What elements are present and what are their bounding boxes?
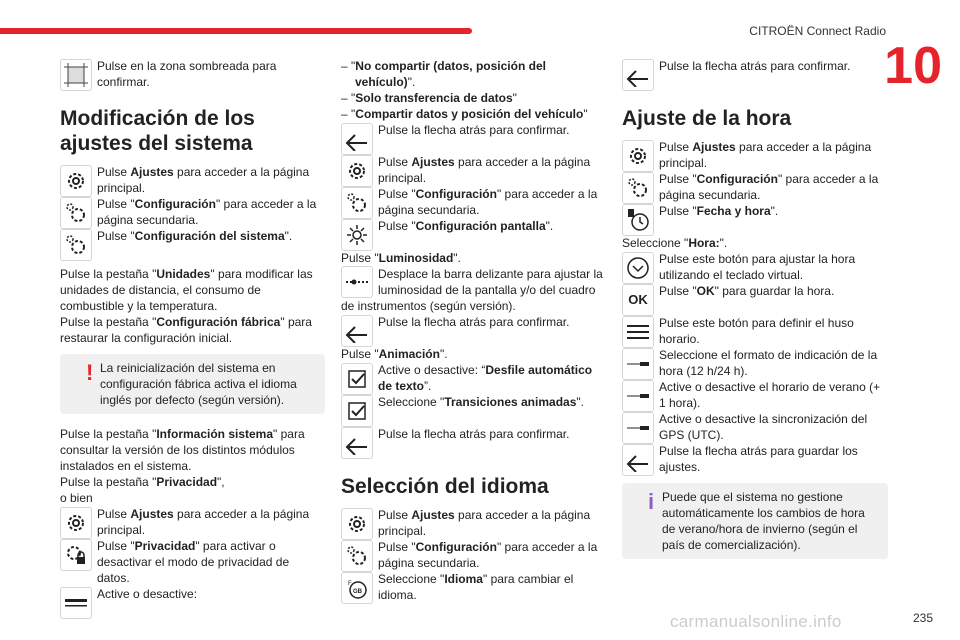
step-formato: Seleccione el formato de indicación de la hora (12 h/24 h).	[622, 347, 888, 379]
back-arrow-icon	[341, 427, 373, 459]
step-fecha-hora: Pulse "Fecha y hora".	[622, 203, 888, 235]
step-idioma: F GB Seleccione "Idioma" para cambiar el idioma.	[341, 571, 607, 603]
column-1	[60, 58, 325, 618]
paragraph-seleccione-hora: Seleccione "Hora:".	[622, 236, 728, 250]
column-2	[341, 58, 607, 603]
paragraph-info-sistema: Pulse la pestaña "Información sistema" para consultar la versión de los distintos módulos instalados en el sistema.	[60, 427, 305, 473]
info-note: i Puede que el sistema no gestione automáticamente los cambios de hora de verano/hora de invierno (según el país de comercialización).	[622, 483, 888, 559]
warning-exclamation-icon: !	[86, 360, 94, 385]
option-compartir: – "Compartir datos y posición del vehículo"	[341, 107, 588, 121]
clock-icon	[622, 204, 654, 236]
step-confirm-zone	[60, 58, 325, 90]
paragraph-o-bien: o bien	[60, 491, 93, 505]
step-verano: Active o desactive el horario de verano (+ 1 hora).	[622, 379, 888, 411]
step-transiciones: Seleccione "Transiciones animadas".	[341, 394, 607, 426]
step-back-4: Pulse la flecha atrás para confirmar.	[622, 58, 888, 90]
page-number: 235	[912, 611, 933, 625]
step-gps: Active o desactive la sincronización del GPS (UTC).	[622, 411, 888, 443]
ok-button-icon: OK	[622, 284, 654, 316]
dropdown-chevron-icon	[622, 252, 654, 284]
paragraph-config-fabrica: Pulse la pestaña "Configuración fábrica" para restaurar la configuración inicial.	[60, 315, 312, 345]
paragraph-privacidad: Pulse la pestaña "Privacidad",	[60, 475, 225, 489]
step-teclado: Pulse este botón para ajustar la hora utilizando el teclado virtual.	[622, 251, 888, 283]
privacy-lock-icon	[60, 539, 92, 571]
toggle-icon	[622, 380, 654, 412]
heading-system-settings: Modificación de los ajustes del sistema	[60, 107, 255, 155]
slider-icon	[341, 266, 373, 298]
step-ajustes: Pulse Ajustes para acceder a la página principal.	[60, 164, 325, 196]
step-config-pantalla: Pulse "Configuración pantalla".	[341, 218, 607, 250]
warning-note: ! La reinicialización del sistema en configuración fábrica activa el idioma inglés por defecto (según versión).	[60, 354, 325, 414]
step-privacidad: Pulse "Privacidad" para activar o desactivar el modo de privacidad de datos.	[60, 538, 325, 586]
gears-icon	[341, 187, 373, 219]
toggle-bar-icon	[60, 587, 92, 619]
heading-hora: Ajuste de la hora	[622, 107, 792, 130]
gears-icon	[622, 172, 654, 204]
page-header-title: CITROËN Connect Radio	[749, 24, 886, 38]
step-back-2: Pulse la flecha atrás para confirmar.	[341, 314, 607, 346]
step-ajustes-2: Pulse Ajustes para acceder a la página principal.	[60, 506, 325, 538]
svg-text:GB: GB	[353, 589, 362, 595]
gear-icon	[622, 140, 654, 172]
step-back-3: Pulse la flecha atrás para confirmar.	[341, 426, 607, 458]
back-arrow-icon	[622, 59, 654, 91]
chapter-number: 10	[884, 37, 942, 95]
gear-icon	[60, 507, 92, 539]
step-configuracion-3: Pulse "Configuración" para acceder a la página secundaria.	[341, 539, 607, 571]
toggle-icon	[622, 412, 654, 444]
step-ajustes-3: Pulse Ajustes para acceder a la página principal.	[341, 154, 607, 186]
header-accent-bar	[0, 28, 472, 34]
step-ajustes-4: Pulse Ajustes para acceder a la página principal.	[341, 507, 607, 539]
checkbox-icon	[341, 363, 373, 395]
menu-list-icon	[622, 316, 654, 348]
step-active-desactive: Active o desactive:	[60, 586, 325, 618]
option-solo-transferencia: – "Solo transferencia de datos"	[341, 91, 517, 105]
gear-icon	[60, 165, 92, 197]
language-icon	[341, 572, 373, 604]
heading-idioma: Selección del idioma	[341, 475, 549, 498]
step-slider: Desplace la barra delizante para ajustar la luminosidad de la pantalla y/o del cuadro de instrumentos (según versión).	[341, 267, 603, 313]
gears-icon	[341, 540, 373, 572]
step-ajustes-5: Pulse Ajustes para acceder a la página principal.	[622, 139, 888, 171]
step-configuracion: Pulse "Configuración" para acceder a la página secundaria.	[60, 196, 325, 228]
step-huso: Pulse este botón para definir el huso horario.	[622, 315, 888, 347]
paragraph-luminosidad: Pulse "Luminosidad".	[341, 251, 461, 265]
checkbox-icon	[341, 395, 373, 427]
watermark: carmanualsonline.info	[670, 612, 842, 631]
step-ok: OK Pulse "OK" para guardar la hora.	[622, 283, 888, 315]
shaded-zone-icon	[60, 59, 92, 91]
back-arrow-icon	[622, 444, 654, 476]
column-3	[622, 58, 888, 571]
step-config-sistema: Pulse "Configuración del sistema".	[60, 228, 325, 260]
step-text: Pulse en la zona sombreada para confirmar.	[97, 59, 277, 89]
step-configuracion-4: Pulse "Configuración" para acceder a la página secundaria.	[622, 171, 888, 203]
paragraph-unidades: Pulse la pestaña "Unidades" para modificar las unidades de distancia, el consumo de combustible y la temperatura.	[60, 267, 313, 313]
step-configuracion-2: Pulse "Configuración" para acceder a la página secundaria.	[341, 186, 607, 218]
gear-icon	[341, 155, 373, 187]
gear-icon	[341, 508, 373, 540]
info-icon: i	[648, 489, 655, 514]
option-no-compartir: – "No compartir (datos, posición del vehículo)".	[341, 59, 546, 89]
gears-icon	[60, 229, 92, 261]
back-arrow-icon	[341, 315, 373, 347]
paragraph-animacion: Pulse "Animación".	[341, 347, 448, 361]
brightness-icon	[341, 219, 373, 251]
step-back-5: Pulse la flecha atrás para guardar los ajustes.	[622, 443, 888, 475]
back-arrow-icon	[341, 123, 373, 155]
gears-icon	[60, 197, 92, 229]
svg-text:F: F	[348, 581, 352, 587]
step-desfile: Active o desactive: “Desfile automático de texto”.	[341, 362, 607, 394]
step-back-1: Pulse la flecha atrás para confirmar.	[341, 122, 607, 154]
toggle-icon	[622, 348, 654, 380]
